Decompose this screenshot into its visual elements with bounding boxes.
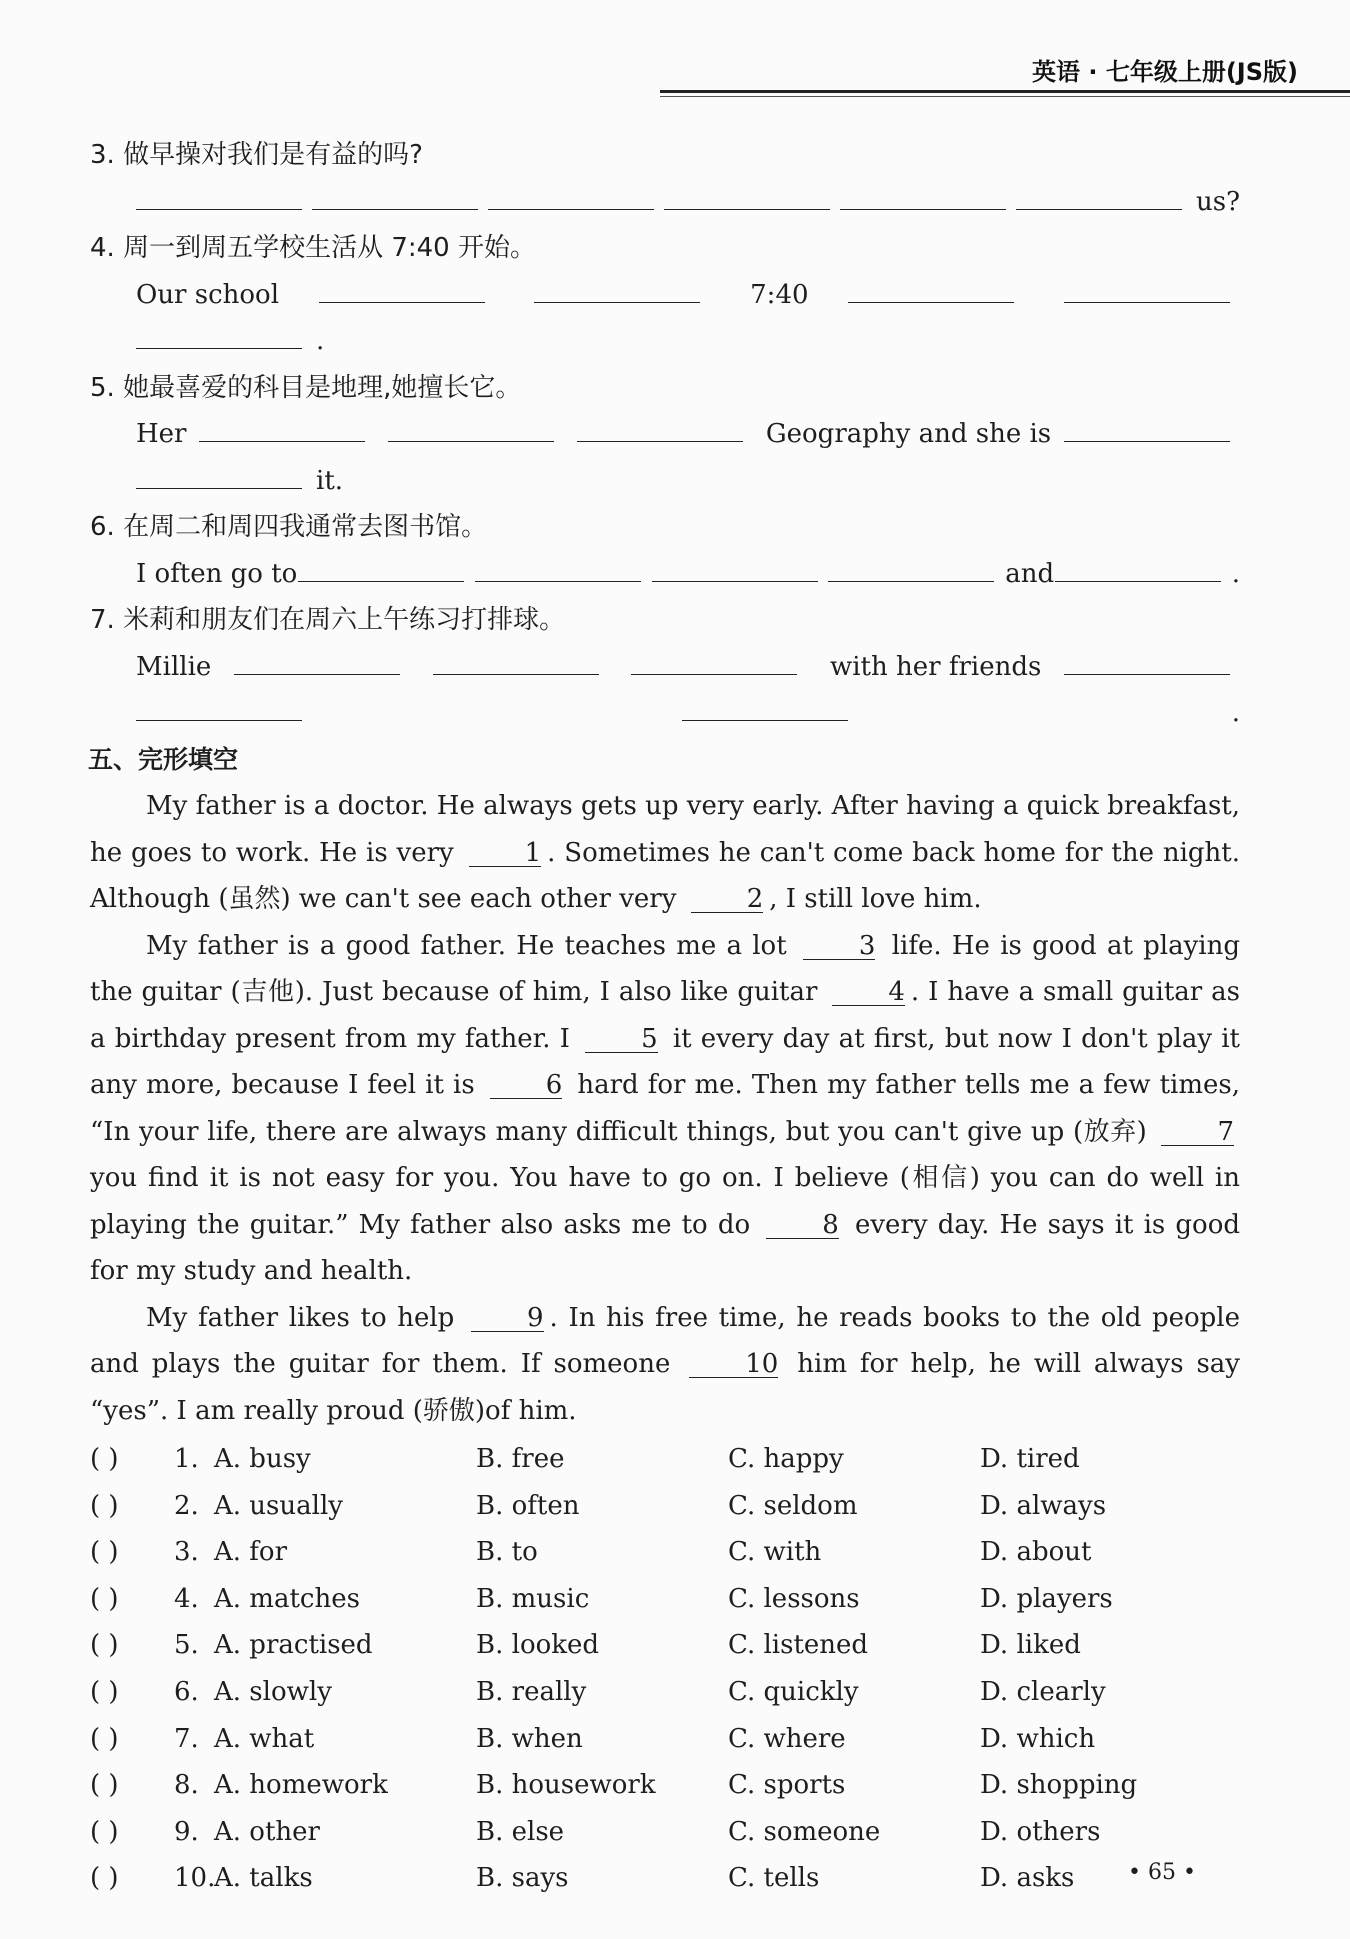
line-suffix: it. [316,465,344,496]
option-d: D. always [980,1490,1107,1521]
option-c: C. sports [728,1770,846,1801]
question-chinese: 周一到周五学校生活从 7:40 开始。 [123,233,536,263]
paragraph-text: life. He is good at playing the guitar (吉他). Just because of him, I also like guitar [90,930,1241,1007]
question-prompt [90,504,1240,551]
line-middle: 7:40 [750,279,809,310]
option-c: C. tells [728,1863,820,1894]
option-row [90,1762,1240,1809]
cloze-gap[interactable]: 8 [766,1212,839,1239]
answer-blank[interactable] [298,551,464,582]
cloze-gap[interactable]: 1 [469,840,542,867]
option-b: B. music [476,1583,590,1614]
answer-blank[interactable] [1064,644,1230,675]
option-b: B. free [476,1444,565,1474]
answer-blank[interactable] [1064,411,1230,442]
option-c: C. seldom [728,1490,858,1521]
line-suffix: us? [1196,186,1241,217]
option-number: 8. [174,1770,199,1801]
question-chinese: 米莉和朋友们在周六上午练习打排球。 [123,605,566,635]
cloze-gap[interactable]: 3 [803,933,876,960]
paragraph-text: him for help, he will always say “yes”. I am really proud (骄傲)of him. [90,1349,1240,1426]
question-prompt [90,597,1240,644]
option-d: D. which [980,1723,1096,1754]
question-chinese: 在周二和周四我通常去图书馆。 [123,512,488,542]
cloze-paragraph [90,783,1240,923]
question-chinese: 做早操对我们是有益的吗? [123,140,423,170]
answer-paren[interactable]: ( ) [90,1444,119,1474]
blank-group [136,318,1240,365]
question-chinese: 她最喜爱的科目是地理,她擅长它。 [123,372,522,403]
line-suffix: . [316,326,325,356]
option-number: 9. [174,1816,199,1847]
option-d: D. clearly [980,1676,1106,1707]
answer-line [90,411,1240,458]
option-c: C. lessons [728,1583,860,1614]
question-prompt [90,225,1240,272]
answer-line [90,179,1240,226]
answer-paren[interactable]: ( ) [90,1723,119,1754]
question-number: 5. [90,372,124,403]
option-b: B. really [476,1676,587,1707]
cloze-gap[interactable]: 2 [691,886,764,913]
line-middle: with her friends [829,651,1042,682]
cloze-gap[interactable]: 4 [832,979,905,1006]
option-b: B. housework [476,1770,656,1801]
line-prefix: Her [136,419,187,449]
paragraph-text: My father is a good father. He teaches me a lot [146,930,797,961]
answer-line [90,690,1240,737]
answer-blank[interactable] [534,272,700,303]
option-a: A. busy [214,1444,311,1474]
option-number: 6. [174,1676,199,1707]
answer-blank[interactable] [828,551,994,582]
answer-paren[interactable]: ( ) [90,1583,119,1614]
option-number: 10. [174,1863,216,1894]
question-number: 6. [90,512,124,542]
paragraph-text: . In his free time, he reads books to the old people and plays the guitar for them. If someone [90,1302,1241,1379]
question-number: 7. [90,605,124,635]
option-b: B. says [476,1863,569,1894]
question-number: 4. [90,233,124,263]
answer-line [90,644,1240,691]
option-a: A. slowly [214,1676,332,1707]
cloze-gap[interactable]: 5 [585,1026,658,1053]
option-d: D. about [980,1537,1092,1568]
option-row [90,1809,1240,1856]
paragraph-text: it every day at first, but now I don't play it any more, because I feel it is [90,1023,1240,1100]
paragraph-text: hard for me. Then my father tells me a few times, “In your life, there are always many difficult things, but you can't give up (放弃) [90,1070,1240,1147]
question-prompt [90,132,1240,179]
option-d: D. shopping [980,1770,1138,1801]
cloze-gap[interactable]: 9 [471,1305,544,1332]
paragraph-text: you find it is not easy for you. You have to go on. I believe (相信) you can do well in playing the guitar.” My father also asks me to do [90,1163,1240,1240]
option-c: C. listened [728,1630,869,1661]
answer-blank[interactable] [488,179,654,210]
header-rule [660,90,1350,93]
blank-group [136,690,1240,737]
option-row [90,1622,1240,1669]
answer-blank[interactable] [136,179,302,210]
option-d: D. liked [980,1630,1081,1661]
answer-blank[interactable] [652,551,818,582]
answer-paren[interactable]: ( ) [90,1537,119,1568]
option-b: B. when [476,1723,583,1754]
cloze-paragraph [90,1295,1240,1435]
answer-blank[interactable] [1016,179,1182,210]
option-d: D. tired [980,1444,1080,1474]
line-suffix: . [1231,558,1240,589]
answer-line [90,551,1240,598]
option-c: C. someone [728,1816,881,1847]
option-c: C. where [728,1723,846,1754]
option-d: D. asks [980,1863,1075,1894]
option-number: 3. [174,1537,199,1568]
option-row [90,1483,1240,1530]
option-a: A. practised [214,1630,373,1661]
option-a: A. talks [214,1863,313,1894]
answer-blank[interactable] [199,411,365,442]
answer-blank[interactable] [631,644,797,675]
option-b: B. looked [476,1630,600,1661]
line-middle: Geography and she is [765,419,1052,449]
answer-blank[interactable] [319,272,485,303]
option-a: A. other [214,1816,320,1847]
option-a: A. what [214,1723,315,1754]
option-row [90,1529,1240,1576]
option-row [90,1716,1240,1763]
line-middle: and [1005,558,1055,589]
answer-blank[interactable] [312,179,478,210]
answer-paren[interactable]: ( ) [90,1490,119,1521]
option-c: C. quickly [728,1676,859,1707]
cloze-paragraph [90,923,1240,1295]
header-rule-thin [660,96,1350,97]
answer-blank[interactable] [664,179,830,210]
paragraph-text: My father is a doctor. He always gets up very early. After having a quick breakfast, he goes to work. He is very [90,791,1240,868]
page-number: • 65 • [1128,1860,1196,1885]
answer-blank[interactable] [388,411,554,442]
option-d: D. others [980,1816,1101,1847]
answer-blank[interactable] [1064,272,1230,303]
option-d: D. players [980,1583,1113,1614]
options-list [90,1436,1240,1902]
option-row [90,1669,1240,1716]
option-b: B. to [476,1537,538,1568]
line-prefix: I often go to [136,558,298,589]
option-row [90,1855,1240,1902]
option-row [90,1576,1240,1623]
cloze-gap[interactable]: 6 [490,1072,563,1099]
answer-blank[interactable] [848,272,1014,303]
option-c: C. happy [728,1444,844,1474]
option-a: A. matches [214,1583,360,1614]
option-number: 7. [174,1723,199,1754]
answer-blank[interactable] [234,644,400,675]
answer-paren[interactable]: ( ) [90,1770,119,1801]
content-area [90,132,1240,1902]
line-suffix: . [1231,698,1240,728]
answer-blank[interactable] [840,179,1006,210]
answer-blank[interactable] [136,458,302,489]
blank-group [136,458,1240,505]
paragraph-text: every day. He says it is good for my study and health. [90,1209,1240,1286]
option-number: 4. [174,1583,199,1614]
answer-blank[interactable] [136,690,302,721]
option-b: B. often [476,1490,580,1521]
option-row [90,1436,1240,1483]
answer-blank[interactable] [475,551,641,582]
paragraph-text: . Sometimes he can't come back home for the night. Although (虽然) we can't see each other very [90,837,1240,914]
answer-line [90,458,1240,505]
option-number: 5. [174,1630,199,1661]
answer-paren[interactable]: ( ) [90,1863,119,1894]
option-c: C. with [728,1537,822,1568]
paragraph-text: , I still love him. [769,884,982,914]
blank-group [136,179,1240,226]
answer-line [90,318,1240,365]
paragraph-text: My father likes to help [146,1302,465,1333]
option-a: A. for [214,1537,288,1568]
cloze-gap[interactable]: 7 [1161,1119,1234,1146]
answer-paren[interactable]: ( ) [90,1676,119,1707]
option-number: 1. [174,1444,199,1474]
option-a: A. usually [214,1490,343,1521]
section-title: 五、完形填空 [88,744,239,774]
paragraph-text: . I have a small guitar as a birthday present from my father. I [90,977,1240,1054]
answer-paren[interactable]: ( ) [90,1630,119,1661]
header-title: 英语 · 七年级上册(JS版) [1032,58,1298,86]
answer-blank[interactable] [577,411,743,442]
line-prefix: Our school [136,279,280,310]
option-number: 2. [174,1490,199,1521]
answer-blank[interactable] [136,318,302,349]
cloze-gap[interactable]: 10 [689,1351,778,1378]
answer-blank[interactable] [433,644,599,675]
answer-paren[interactable]: ( ) [90,1816,119,1847]
question-number: 3. [90,140,124,170]
option-b: B. else [476,1816,565,1847]
option-a: A. homework [214,1770,388,1801]
answer-blank[interactable] [1055,551,1221,582]
answer-blank[interactable] [682,690,848,721]
line-prefix: Millie [136,651,212,682]
question-prompt [90,365,1240,412]
answer-line [90,272,1240,319]
